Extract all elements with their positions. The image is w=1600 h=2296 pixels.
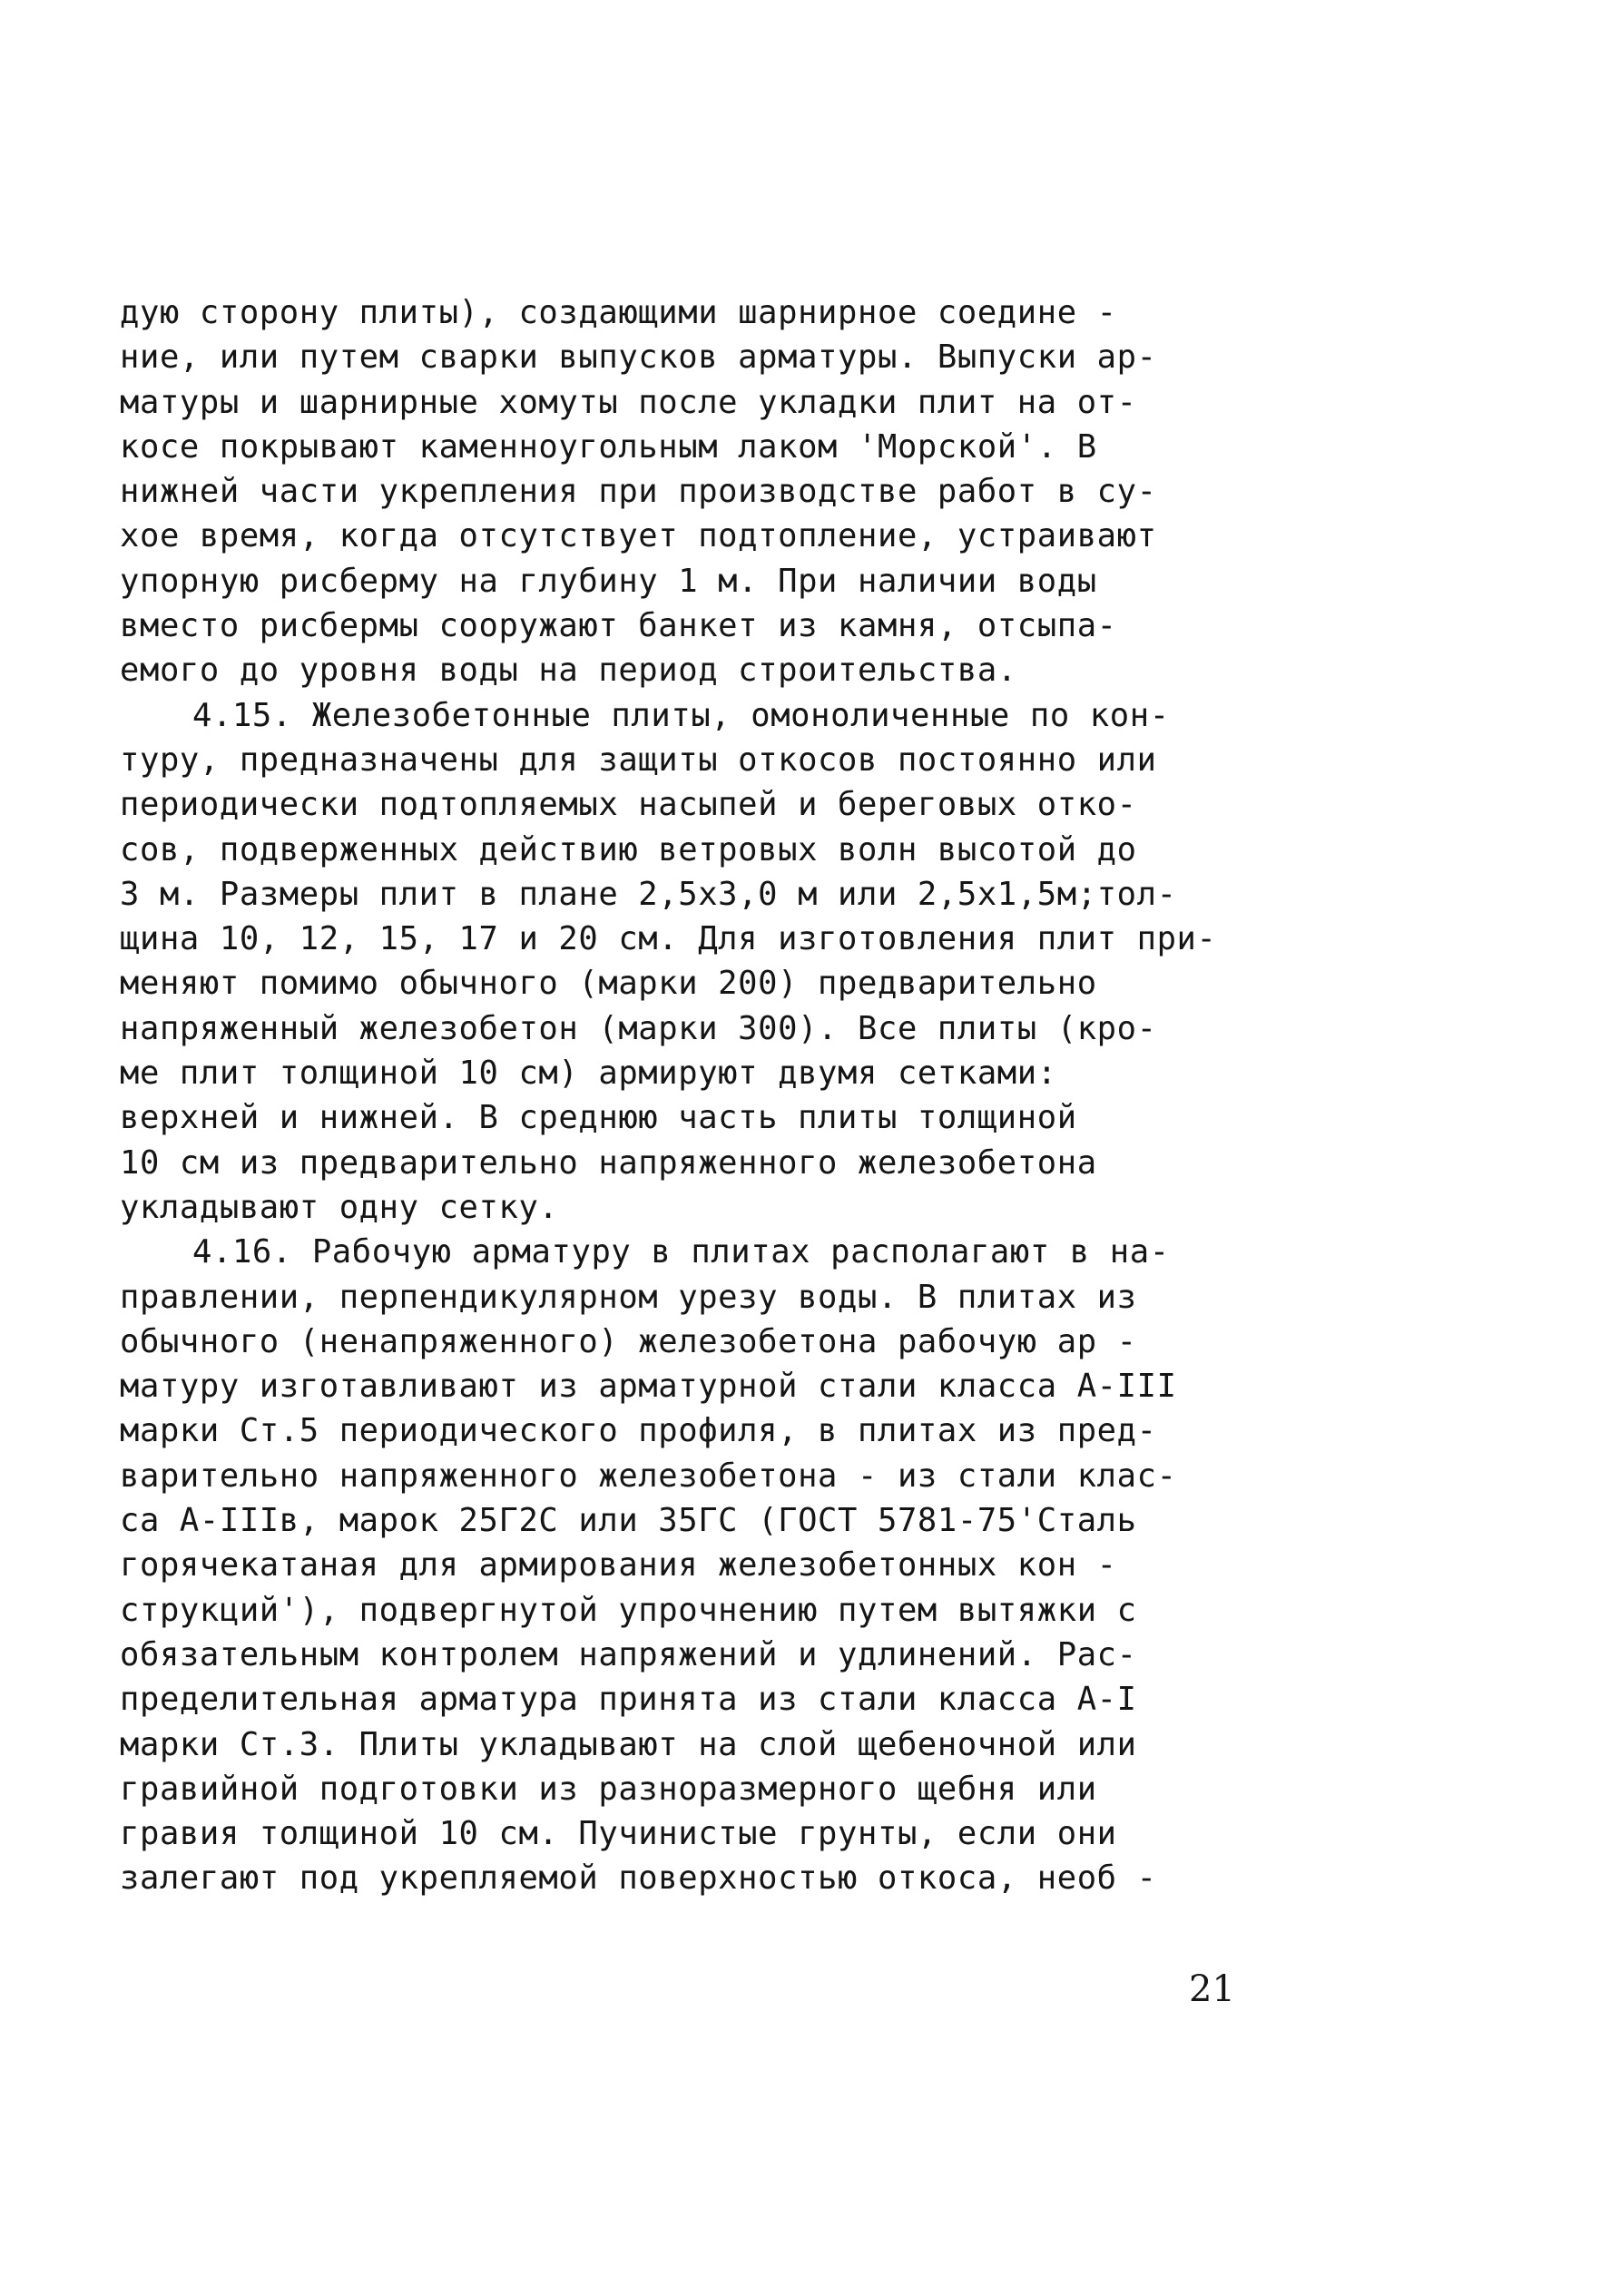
text-line: матуры и шарнирные хомуты после укладки плит на от- (120, 383, 1137, 421)
text-line: периодически подтопляемых насыпей и береговых отко- (120, 786, 1137, 824)
text-line: упорную рисберму на глубину 1 м. При наличии воды (120, 562, 1097, 600)
text-line: варительно напряженного железобетона - из стали клас- (120, 1457, 1177, 1495)
text-line: са А-IIIв, марок 25Г2С или 35ГС (ГОСТ 5781-75'Сталь (120, 1502, 1137, 1540)
text-line: емого до уровня воды на период строительства. (120, 652, 1017, 690)
text-line: укладывают одну сетку. (120, 1188, 559, 1226)
text-line: щина 10, 12, 15, 17 и 20 см. Для изготовления плит при- (120, 920, 1217, 958)
text-line: обязательным контролем напряжений и удлинений. Рас- (120, 1635, 1137, 1673)
text-line: залегают под укрепляемой поверхностью откоса, необ - (120, 1859, 1157, 1898)
text-line: пределительная арматура принята из стали класса А-I (120, 1681, 1137, 1719)
text-line: гравийной подготовки из разноразмерного щебня или (120, 1770, 1097, 1808)
text-line: правлении, перпендикулярном урезу воды. В плитах из (120, 1278, 1137, 1316)
text-line: меняют помимо обычного (марки 200) предварительно (120, 965, 1097, 1003)
text-line: ние, или путем сварки выпусков арматуры. Выпуски ар- (120, 339, 1157, 377)
text-line: 10 см из предварительно напряженного железобетона (120, 1143, 1097, 1182)
paragraph-4-15-start: 4.15. Железобетонные плиты, омоноличенные по кон- (192, 696, 1170, 734)
body-text (120, 290, 1272, 1901)
text-line: вместо рисбермы сооружают банкет из камня, отсыпа- (120, 607, 1117, 645)
paragraph-4-16-start: 4.16. Рабочую арматуру в плитах располагают в на- (192, 1233, 1170, 1271)
text-line: туру, предназначены для защиты откосов постоянно или (120, 741, 1157, 779)
page-number: 21 (1189, 1968, 1235, 2010)
text-line: струкций'), подвергнутой упрочнению путем вытяжки с (120, 1591, 1137, 1629)
text-line: горячекатаная для армирования железобетонных кон - (120, 1546, 1117, 1585)
text-line: матуру изготавливают из арматурной стали класса А-III (120, 1368, 1177, 1406)
text-line: 3 м. Размеры плит в плане 2,5х3,0 м или 2,5х1,5м;тол- (120, 875, 1177, 913)
text-line: марки Ст.3. Плиты укладывают на слой щебеночной или (120, 1725, 1137, 1763)
text-line: гравия толщиной 10 см. Пучинистые грунты, если они (120, 1815, 1117, 1853)
text-line: нижней части укрепления при производстве работ в су- (120, 473, 1157, 511)
text-line: сов, подверженных действию ветровых волн высотой до (120, 830, 1137, 868)
text-line: верхней и нижней. В среднюю часть плиты толщиной (120, 1099, 1077, 1137)
text-line: дую сторону плиты), создающими шарнирное соедине - (120, 294, 1117, 331)
text-line: обычного (ненапряженного) железобетона рабочую ар - (120, 1322, 1137, 1360)
text-line: напряженный железобетон (марки 300). Все плиты (кро- (120, 1009, 1157, 1047)
text-line: хое время, когда отсутствует подтопление, устраивают (120, 517, 1157, 555)
text-line: косе покрывают каменноугольным лаком 'Морской'. В (120, 427, 1097, 466)
text-line: марки Ст.5 периодического профиля, в плитах из пред- (120, 1412, 1157, 1450)
text-line: ме плит толщиной 10 см) армируют двумя сетками: (120, 1055, 1057, 1093)
